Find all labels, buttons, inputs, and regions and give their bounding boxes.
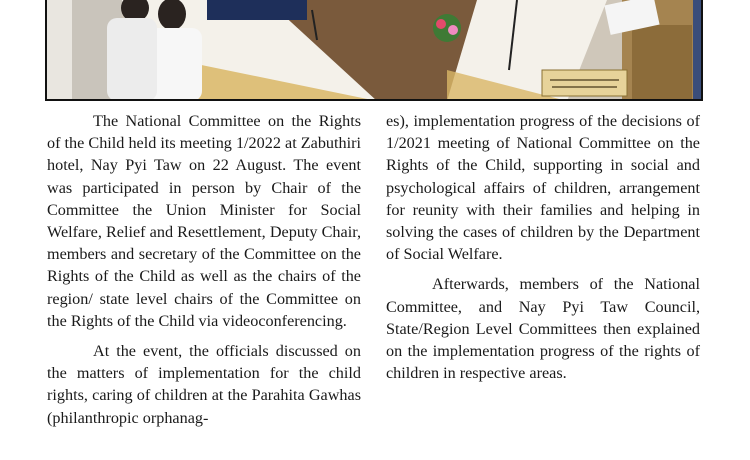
article-paragraph: Afterwards, members of the National Committee, and Nay Pyi Taw Council, State/Region Level Committees then explained on the implementation progress of the rights of children in respective areas. (386, 275, 700, 383)
article-column-left (47, 110, 361, 437)
video-screen (207, 0, 307, 20)
nameplate (542, 70, 627, 96)
article-column-right (386, 110, 700, 392)
meeting-photo (45, 0, 703, 101)
article-paragraph: At the event, the officials discussed on the matters of implementation for the child rights, caring of children at the Parahita Gawhas (philanthropic orphanag- (47, 342, 361, 427)
article-paragraph: The National Committee on the Rights of the Child held its meeting 1/2022 at Zabuthiri hotel, Nay Pyi Taw on 22 August. The event was participated in person by Chair of the Committee the Union Minister for Social Welfare, Relief and Resettlement, Deputy Chair, members and secretary of the Committee on the Rights of the Child as well as the chairs of the region/ state level chairs of the Committee on the Rights of the Child via videoconferencing. (47, 112, 361, 330)
article-paragraph: es), implementation progress of the decisions of 1/2021 meeting of National Committee on the Rights of the Child, supporting in social and psychological affairs of children, arrangement for reunity with their families and helping in solving the cases of children by the Department of Social Welfare. (386, 112, 700, 264)
